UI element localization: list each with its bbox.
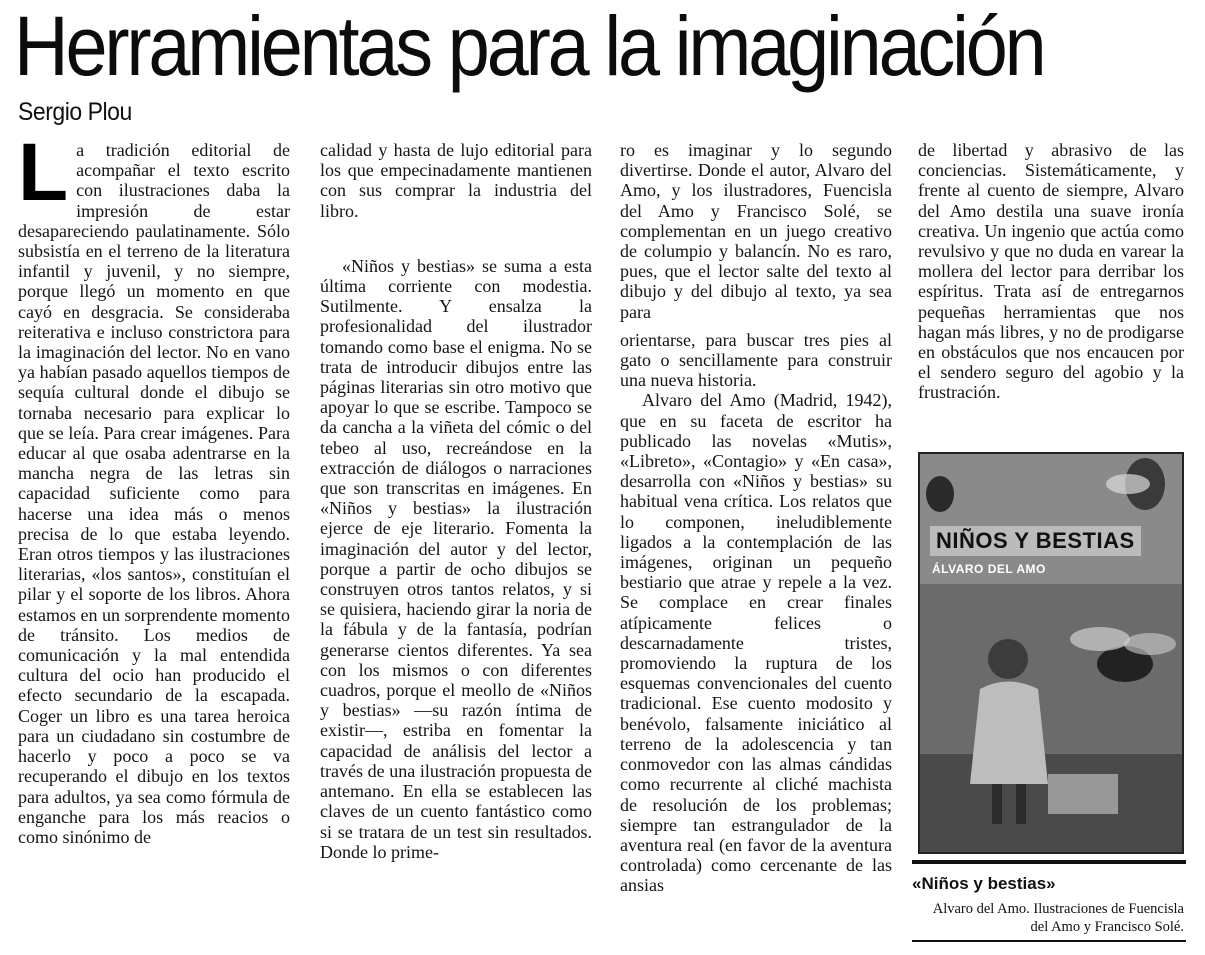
article-column-1 xyxy=(18,127,290,847)
cover-title: NIÑOS Y BESTIAS xyxy=(930,526,1141,556)
article-paragraph: de libertad y abrasivo de las conciencias. Sistemáticamente, y frente al cuento de siempre, Alvaro del Amo destila una suave ironía creativa. Un ingenio que actúa como revulsivo y que no duda en varear la mollera del lector para derribar los espíritus. Trata así de entregarnos pequeñas herramientas que nos hagan más libres, y no de prodigarse en obstáculos que nos encaucen por el sendero seguro del agobio y la frustración. xyxy=(918,140,1184,403)
article-column-4 xyxy=(918,140,1184,403)
article-paragraph: calidad y hasta de lujo editorial para los que empecinadamente mantienen con sus comprar la industria del libro. xyxy=(320,140,592,221)
book-cover-image xyxy=(918,452,1184,854)
cover-illustration xyxy=(920,454,1182,852)
caption-bottom-rule xyxy=(912,940,1186,942)
cover-author: ÁLVARO DEL AMO xyxy=(932,562,1046,576)
caption-rule xyxy=(912,860,1186,864)
article-paragraph xyxy=(18,127,290,847)
article-paragraph: «Niños y bestias» se suma a esta última corriente con modestia. Sutilmente. Y ensalza la profesionalidad del ilustrador tomando como base el enigma. No se trata de introducir dibujos entre las páginas literarias sin otro motivo que apoyar lo que se escribe. Tampoco se da cancha a la viñeta del cómic o del tebeo al uso, recreándose en la extracción de diálogos o narraciones que son transcritas en imágenes. En «Niños y bestias» la ilustración ejerce de eje literario. Fomenta la imaginación del autor y del lector, porque a partir de ocho dibujos se construyen otros tantos relatos, y si se quisiera, haciendo girar la noria de la fábula y de la fantasía, podrían generarse cientos diferentes. Ya sea con los mismos o con diferentes cuadros, porque el meollo de «Niños y bestias» —su razón íntima de existir—, estriba en fomentar la capacidad de análisis del lector a través de una ilustración propuesta de antemano. En ella se establecen las claves de un cuento fantástico como si se tratara de un test sin resultados. Donde lo prime- xyxy=(320,255,592,862)
article-column-3 xyxy=(620,140,892,896)
article-paragraph: Alvaro del Amo (Madrid, 1942), que en su faceta de escritor ha publicado las novelas «Mutis», «Libreto», «Contagio» y «En casa», desarrolla con «Niños y bestias» su habitual vena crítica. Los relatos que lo componen, ineludiblemente ligados a la contemplación de las imágenes, originan un pequeño bestiario que atrae y repele a la vez. Se complace en crear finales atípicamente felices o descarnadamente tristes, promoviendo la ruptura de los esquemas convencionales del cuento tradicional. Ese cuento modosito y benévolo, falsamente iniciático al terreno de la adolescencia y tan conmovedor con las almas cándidas como recurrente al cliché machista de resolución de los problemas; siempre tan estrangulador de la aventura real (en favor de la aventura controlada) como cercenante de las ansias xyxy=(620,390,892,896)
article-column-2 xyxy=(320,140,592,862)
article-paragraph: orientarse, para buscar tres pies al gato o sencillamente para construir una nueva historia. xyxy=(620,329,892,391)
caption-title: «Niños y bestias» xyxy=(912,874,1056,893)
paragraph-text: a tradición editorial de acompañar el texto escrito con ilustraciones daba la impresión de estar desapareciendo paulatinamente. Sólo subsistía en el terreno de la literatura infantil y juvenil, y no siempre, porque llegó un momento en que cayó en desgracia. Se consideraba reiterativa e incluso constrictora para la imaginación del lector. No en vano ya habían pasado aquellos tiempos de sequía cultural donde el dibujo se tornaba necesario para explicar lo que se leía. Para crear imágenes. Para educar al que osaba adentrarse en la mancha negra de las letras sin capacidad suficiente como para hacerse una idea más o menos precisa de lo que estaba leyendo. Eran otros tiempos y las ilustraciones literarias, «los santos», constituían el pilar y el soporte de los libros. Ahora estamos en un sorprendente momento de tránsito. Los medios de comunicación y la mal entendida cultura del ocio han producido el efecto secundario de la escapada. Coger un libro es una tarea heroica para un ciudadano sin costumbre de hacerlo y poco a poco se va recuperando el dibujo en los textos para adultos, ya sea como fórmula de enganche para los más reacios o como sinónimo de xyxy=(18,140,290,847)
article-paragraph: ro es imaginar y lo segundo divertirse. Donde el autor, Alvaro del Amo, y los ilustradores, Fuencisla del Amo y Francisco Solé, se complementan en un juego creativo de columpio y balancín. No es raro, pues, que el lector salte del texto al dibujo y del dibujo al texto, ya sea para xyxy=(620,140,892,322)
drop-cap: L xyxy=(18,127,69,218)
byline: Sergio Plou xyxy=(18,98,132,126)
headline: Herramientas para la imaginación xyxy=(14,0,1044,93)
caption-text: Alvaro del Amo. Ilustraciones de Fuencisla del Amo y Francisco Solé. xyxy=(932,901,1184,935)
